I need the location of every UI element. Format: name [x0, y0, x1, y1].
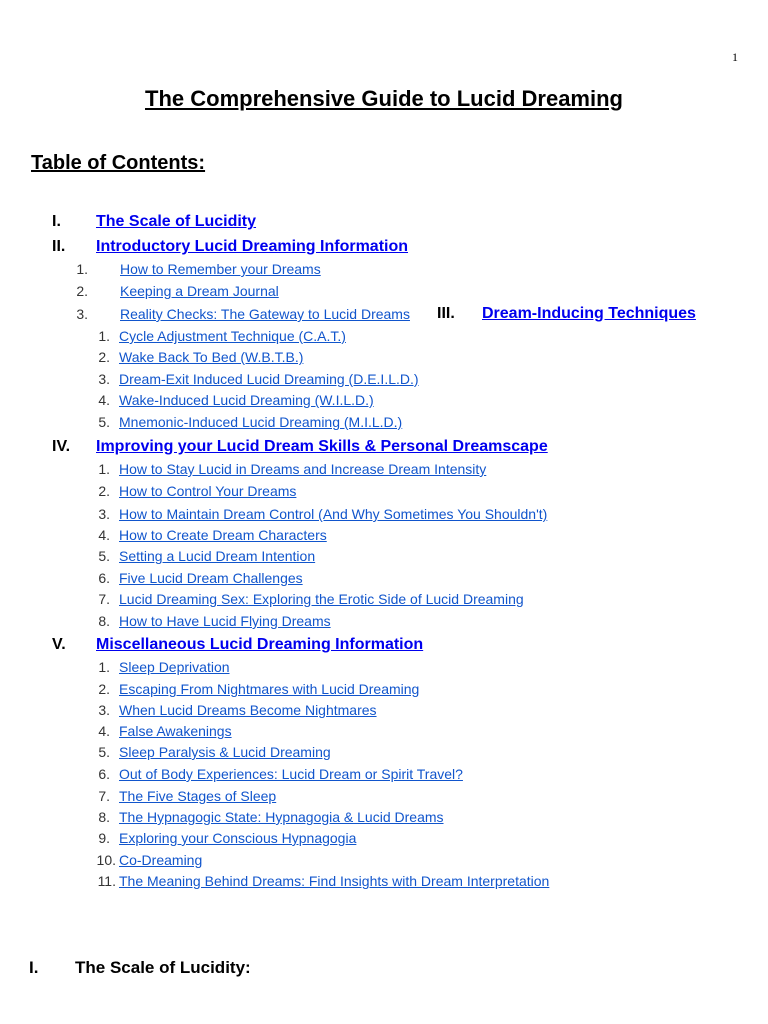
item-number: 5. [98, 548, 110, 564]
toc-link-improving-skills[interactable]: Improving your Lucid Dream Skills & Personal Dreamscape [96, 438, 548, 455]
toc-link-item[interactable]: Dream-Exit Induced Lucid Dreaming (D.E.I.L.D.) [119, 371, 419, 387]
toc-link-miscellaneous-info[interactable]: Miscellaneous Lucid Dreaming Information [96, 636, 424, 653]
toc-heading: Table of Contents: [31, 152, 206, 174]
toc-link-introductory-info[interactable]: Introductory Lucid Dreaming Information [96, 238, 409, 255]
toc-link-item[interactable]: How to Create Dream Characters [119, 527, 327, 543]
item-number: 8. [98, 809, 110, 825]
item-number: 1. [76, 261, 88, 277]
section-number: V. [52, 636, 66, 653]
toc-link-item[interactable]: Mnemonic-Induced Lucid Dreaming (M.I.L.D.) [119, 414, 403, 430]
item-number: 2. [98, 483, 110, 499]
toc-link-item[interactable]: Sleep Paralysis & Lucid Dreaming [119, 744, 331, 760]
section-number: III. [437, 305, 455, 322]
toc-link-item[interactable]: The Hypnagogic State: Hypnagogia & Lucid Dreams [119, 809, 444, 825]
item-number: 3. [76, 306, 88, 322]
toc-link-scale-of-lucidity[interactable]: The Scale of Lucidity [96, 213, 257, 230]
toc-link-item[interactable]: Wake Back To Bed (W.B.T.B.) [119, 349, 304, 365]
toc-link-item[interactable]: Setting a Lucid Dream Intention [119, 548, 316, 564]
toc-link-item[interactable]: Lucid Dreaming Sex: Exploring the Erotic Side of Lucid Dreaming [119, 591, 524, 607]
toc-link-item[interactable]: How to Have Lucid Flying Dreams [119, 613, 331, 629]
item-number: 3. [98, 702, 110, 718]
item-number: 3. [98, 371, 110, 387]
item-number: 4. [98, 527, 110, 543]
item-number: 1. [98, 461, 110, 477]
toc-link-item[interactable]: Co-Dreaming [119, 852, 203, 868]
item-number: 5. [98, 414, 110, 430]
item-number: 11. [97, 873, 116, 889]
toc-link-item[interactable]: False Awakenings [119, 723, 232, 739]
document-title: The Comprehensive Guide to Lucid Dreaming [145, 86, 623, 111]
item-number: 5. [98, 744, 110, 760]
section-number: IV. [52, 438, 71, 455]
item-number: 4. [98, 392, 110, 408]
section-number: II. [52, 238, 66, 255]
item-number: 7. [98, 788, 110, 804]
toc-link-item[interactable]: The Five Stages of Sleep [119, 788, 277, 804]
item-number: 6. [98, 766, 110, 782]
body-section-heading: The Scale of Lucidity: [75, 958, 251, 977]
toc-link-item[interactable]: When Lucid Dreams Become Nightmares [119, 702, 377, 718]
item-number: 9. [98, 830, 110, 846]
item-number: 4. [98, 723, 110, 739]
item-number: 10. [96, 852, 116, 868]
toc-link-item[interactable]: Five Lucid Dream Challenges [119, 570, 303, 586]
toc-link-item[interactable]: Reality Checks: The Gateway to Lucid Dreams [120, 306, 410, 322]
item-number: 2. [76, 283, 88, 299]
toc-link-item[interactable]: Sleep Deprivation [119, 659, 230, 675]
toc-link-item[interactable]: How to Maintain Dream Control (And Why Sometimes You Shouldn't) [119, 506, 548, 522]
toc-link-item[interactable]: Wake-Induced Lucid Dreaming (W.I.L.D.) [119, 392, 374, 408]
toc-link-item[interactable]: Exploring your Conscious Hypnagogia [119, 830, 357, 846]
item-number: 8. [98, 613, 110, 629]
toc-link-dream-inducing-techniques[interactable]: Dream-Inducing Techniques [482, 305, 696, 322]
item-number: 1. [98, 328, 110, 344]
toc-link-item[interactable]: How to Control Your Dreams [119, 483, 297, 499]
item-number: 2. [98, 681, 110, 697]
item-number: 1. [98, 659, 110, 675]
toc-link-item[interactable]: The Meaning Behind Dreams: Find Insights with Dream Interpretation [119, 873, 550, 889]
item-number: 6. [98, 570, 110, 586]
toc-link-item[interactable]: Escaping From Nightmares with Lucid Dreaming [119, 681, 420, 697]
toc-link-item[interactable]: How to Stay Lucid in Dreams and Increase Dream Intensity [119, 461, 487, 477]
toc-link-item[interactable]: Cycle Adjustment Technique (C.A.T.) [119, 328, 346, 344]
body-section-number: I. [29, 958, 39, 977]
item-number: 2. [98, 349, 110, 365]
page-number: 1 [732, 50, 738, 64]
toc-link-item[interactable]: Out of Body Experiences: Lucid Dream or Spirit Travel? [119, 766, 463, 782]
toc-link-item[interactable]: How to Remember your Dreams [120, 261, 321, 277]
item-number: 7. [98, 591, 110, 607]
toc-link-item[interactable]: Keeping a Dream Journal [120, 283, 279, 299]
section-number: I. [52, 213, 61, 230]
item-number: 3. [98, 506, 110, 522]
